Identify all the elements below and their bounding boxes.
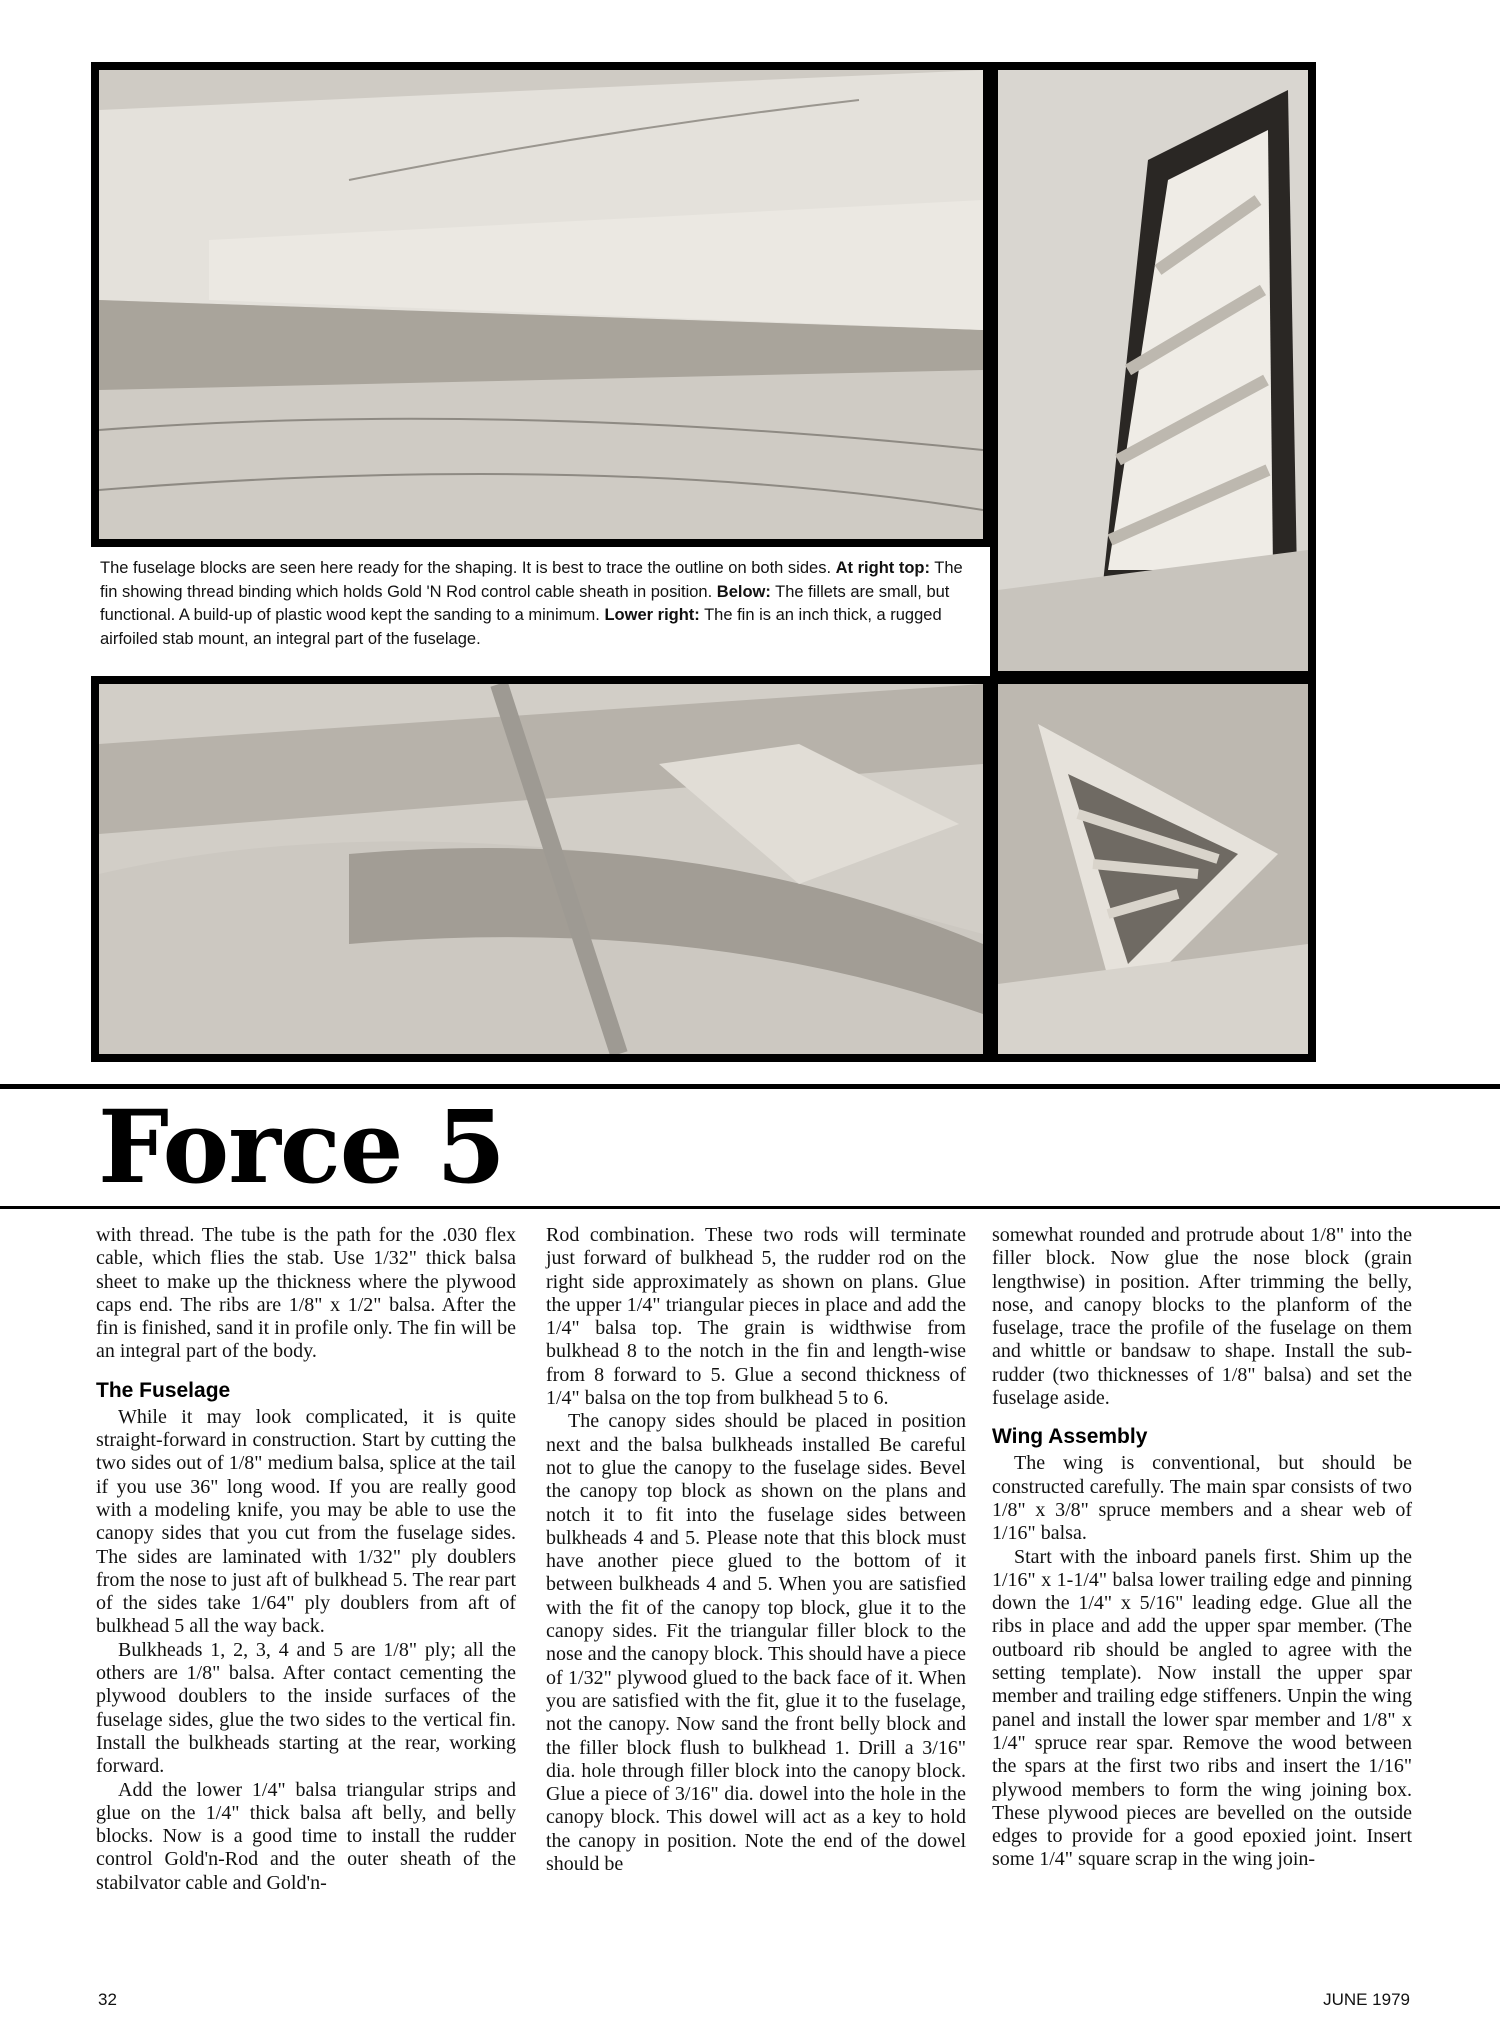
photo-fillets-image <box>99 684 983 1054</box>
text-column-1 <box>96 1224 516 1895</box>
article-title: Force 5 <box>98 1088 505 1206</box>
photo-fillets <box>91 676 991 1062</box>
caption-text-lower-right: The fin is an inch thick, a rugged airfoiled stab mount, an integral part of the fuselage. <box>100 606 942 648</box>
column-2-paragraph: Rod combination. These two rods will terminate just forward of bulkhead 5, the rudder rod on the right side approximately as shown on plans. Glue the upper 1/4" triangular pieces in place and add the 1/4" balsa top. The grain is widthwise from bulkhead 8 to the notch in the fin and length-wise from 8 forward to 5. Glue a second thickness of 1/4" balsa on the top from bulkhead 5 to 6. <box>546 1224 966 1410</box>
section-heading-wing-assembly: Wing Assembly <box>992 1425 1148 1449</box>
photo-caption <box>100 557 980 651</box>
photo-fin-stab-mount-image <box>998 684 1308 1054</box>
column-3-paragraph: somewhat rounded and protrude about 1/8" into the filler block. Now glue the nose block (grain lengthwise) in position. After trimming the belly, nose, and canopy blocks to the planform of the fuselage, trace the profile of the fuselage on them and whittle or bandsaw to shape. Install the sub-rudder (two thicknesses of 1/8" balsa) and set the fuselage aside. <box>992 1224 1412 1410</box>
page-number: 32 <box>98 1990 117 2009</box>
column-2-paragraph: The canopy sides should be placed in position next and the balsa bulkheads installed Be careful not to glue the canopy to the fuselage sides. Bevel the canopy top block as shown on the plans and notch it to fit into the fuselage sides between bulkheads 4 and 5. Please note that this block must have another piece glued to the bottom of it between bulkheads 4 and 5. When you are satisfied with the fit of the canopy top block, glue it to the canopy sides. Fit the triangular filler block to the nose and the canopy block. This should have a piece of 1/32" plywood glued to the back face of it. When you are satisfied with the fit, glue it to the fuselage, not the canopy. Now sand the front belly block and the filler block flush to bulkhead 1. Drill a 3/16" dia. hole through filler block into the canopy block. Glue a piece of 3/16" dia. dowel into the hole in the canopy block. This dowel will act as a key to hold the canopy in position. Note the end of the dowel should be <box>546 1410 966 1876</box>
photo-fuselage-blocks-image <box>99 70 983 539</box>
section-heading-fuselage: The Fuselage <box>96 1378 231 1402</box>
column-1-paragraph: Bulkheads 1, 2, 3, 4 and 5 are 1/8" ply; all the others are 1/8" balsa. After contact cementing the plywood doublers to the inside surfaces of the fuselage sides, glue the two sides to the vertical fin. Install the bulkheads starting at the rear, working forward. <box>96 1638 516 1778</box>
column-1-paragraph: with thread. The tube is the path for the .030 flex cable, which flies the stab. Use 1/32" thick balsa sheet to make up the thickness where the plywood caps end. The ribs are 1/8" x 1/2" balsa. After the fin is finished, sand it in profile only. The fin will be an integral part of the body. <box>96 1224 516 1363</box>
text-column-2 <box>546 1224 966 1876</box>
column-3-paragraph: The wing is conventional, but should be constructed carefully. The main spar consists of two 1/8" x 3/8" spruce members and a shear web of 1/16" balsa. <box>992 1452 1412 1545</box>
caption-label-below: Below: <box>716 582 771 601</box>
caption-intro: The fuselage blocks are seen here ready for the shaping. It is best to trace the outline on both sides. <box>100 559 836 577</box>
caption-label-right-top: At right top: <box>835 559 931 577</box>
caption-text-below: The fillets are small, but functional. A build-up of plastic wood kept the sanding to a minimum. <box>100 582 950 624</box>
issue-date: JUNE 1979 <box>1323 1990 1410 2009</box>
caption-text-right-top: The fin showing thread binding which holds Gold 'N Rod control cable sheath in position. <box>100 559 963 601</box>
photo-fin-stab-mount <box>990 676 1316 1062</box>
caption-label-lower-right: Lower right: <box>604 606 700 624</box>
column-1-paragraph: Add the lower 1/4" balsa triangular strips and glue on the 1/4" thick balsa aft belly, and belly blocks. Now is a good time to install the rudder control Gold'n-Rod and the outer sheath of the stabilvator cable and Gold'n- <box>96 1778 516 1894</box>
photo-fuselage-blocks <box>91 62 991 547</box>
photo-fin-thread-binding <box>990 62 1316 679</box>
title-rule-bottom <box>0 1206 1500 1209</box>
column-3-paragraph: Start with the inboard panels first. Shim up the 1/16" x 1-1/4" balsa lower trailing edge and pinning down the 1/4" x 5/16" leading edge. Glue all the ribs in place and add the upper spar member. (The outboard rib should be angled to agree with the setting template). Now install the upper spar member and trailing edge stiffeners. Unpin the wing panel and install the lower spar member and 1/8" x 1/4" spruce rear spar. Remove the wood between the spars at the first two ribs and insert the 1/16" plywood members to form the wing joining box. These plywood pieces are bevelled on the outside edges to provide for a good epoxied joint. Insert some 1/4" square scrap in the wing join- <box>992 1545 1412 1871</box>
text-column-3 <box>992 1224 1412 1872</box>
column-1-paragraph: While it may look complicated, it is quite straight-forward in construction. Start by cutting the two sides out of 1/8" medium balsa, splice at the tail if you use 36" long wood. If you are really good with a modeling knife, you may be able to use the canopy sides that you cut from the fuselage sides. The sides are laminated with 1/32" ply doublers from the nose to just aft of bulkhead 5. The rear part of the sides take 1/64" ply doublers from aft of bulkhead 5 all the way back. <box>96 1405 516 1638</box>
photo-fin-thread-binding-image <box>998 70 1308 671</box>
